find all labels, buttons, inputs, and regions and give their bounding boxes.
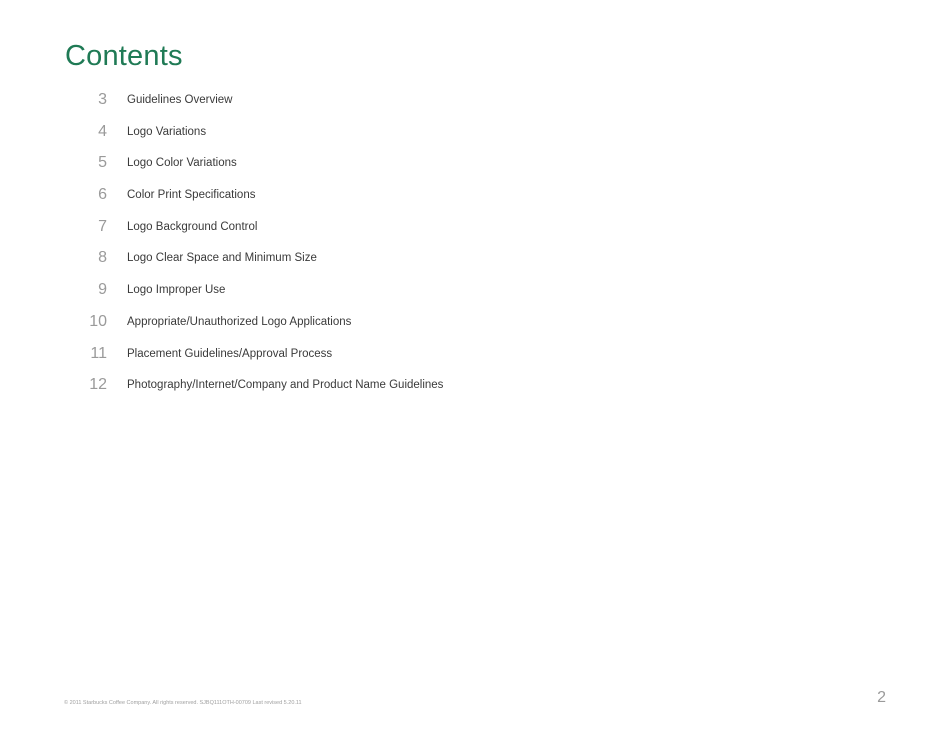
toc-page-number: 3 [98,91,107,108]
toc-link-label[interactable]: Guidelines Overview [127,94,233,106]
toc-page-number: 9 [98,281,107,299]
toc-page-number: 6 [98,186,107,204]
toc-item-logo-background-control[interactable] [0,215,600,247]
toc-page-number: 4 [98,122,107,140]
toc-page-number: 12 [89,376,107,394]
toc-link-label[interactable]: Placement Guidelines/Approval Process [127,347,333,360]
toc-page-number: 5 [98,154,107,172]
toc-page-number: 11 [90,344,107,362]
toc-link-label[interactable]: Logo Background Control [127,220,258,233]
toc-item-logo-variations[interactable] [0,120,600,152]
toc-page-number: 7 [98,217,107,235]
page-number: 2 [877,689,886,706]
copyright-footer: © 2011 Starbucks Coffee Company. All rights reserved. SJBQ111OTH-00709 Last revised 5.20.11 [64,700,302,706]
page-title: Contents [65,40,183,72]
toc-page-number: 10 [89,312,107,330]
toc-item-placement-guidelines[interactable] [0,342,600,374]
toc-link-label[interactable]: Photography/Internet/Company and Product Name Guidelines [127,379,444,392]
toc-item-guidelines-overview[interactable] [0,88,600,120]
toc-link-label[interactable]: Logo Improper Use [127,284,226,297]
toc-item-color-print-specifications[interactable] [0,183,600,215]
toc-link-label[interactable]: Logo Variations [127,125,207,138]
table-of-contents [0,88,600,405]
toc-link-label[interactable]: Color Print Specifications [127,189,256,202]
toc-link-label[interactable]: Logo Clear Space and Minimum Size [127,252,317,265]
toc-link-label[interactable]: Logo Color Variations [127,157,237,170]
toc-item-logo-color-variations[interactable] [0,151,600,183]
toc-item-photography-guidelines[interactable] [0,373,600,405]
toc-item-logo-improper-use[interactable] [0,278,600,310]
toc-item-logo-clear-space[interactable] [0,246,600,278]
toc-link-label[interactable]: Appropriate/Unauthorized Logo Applications [127,315,352,328]
toc-page-number: 8 [98,249,107,267]
toc-item-logo-applications[interactable] [0,310,600,342]
